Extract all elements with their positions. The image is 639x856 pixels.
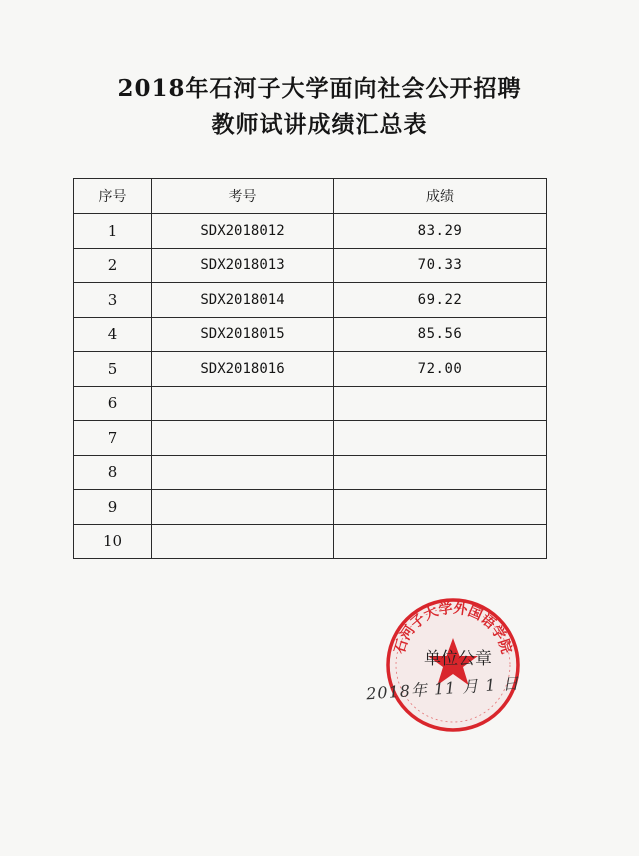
- table-row: [74, 317, 547, 352]
- header-exam-id: 考号: [152, 179, 334, 214]
- table-row: [74, 352, 547, 387]
- table-row: [74, 283, 547, 318]
- document-title-line2: 教师试讲成绩汇总表: [211, 111, 428, 138]
- row-exam-id: SDX2018014: [152, 283, 334, 318]
- row-exam-id: [152, 490, 334, 525]
- row-number: 6: [74, 386, 152, 421]
- row-number: 7: [74, 421, 152, 456]
- row-exam-id: SDX2018016: [152, 352, 334, 387]
- row-score: 70.33: [334, 248, 547, 283]
- row-number: 9: [74, 490, 152, 525]
- row-number: 5: [74, 352, 152, 387]
- row-score: [334, 386, 547, 421]
- row-number: 1: [74, 214, 152, 249]
- row-exam-id: [152, 455, 334, 490]
- row-score: 72.00: [334, 352, 547, 387]
- row-score: 85.56: [334, 317, 547, 352]
- table-row: [74, 524, 547, 559]
- seal-text: 石河子大学外国语学院: [391, 600, 515, 656]
- row-score: 83.29: [334, 214, 547, 249]
- row-number: 10: [74, 524, 152, 559]
- row-exam-id: [152, 524, 334, 559]
- row-number: 8: [74, 455, 152, 490]
- table-row: [74, 386, 547, 421]
- row-score: [334, 455, 547, 490]
- stamp-label: 单位公章: [424, 649, 492, 669]
- table-header-row: [74, 179, 547, 214]
- table-row: [74, 248, 547, 283]
- row-exam-id: [152, 386, 334, 421]
- row-score: [334, 421, 547, 456]
- table-row: [74, 421, 547, 456]
- table-row: [74, 490, 547, 525]
- row-score: 69.22: [334, 283, 547, 318]
- handwritten-date: 2018年 11 月 1 日: [365, 673, 521, 704]
- score-table: [73, 178, 547, 559]
- row-exam-id: SDX2018013: [152, 248, 334, 283]
- document-title-line1: 2018年石河子大学面向社会公开招聘: [117, 75, 522, 102]
- row-exam-id: SDX2018012: [152, 214, 334, 249]
- table-row: [74, 455, 547, 490]
- row-exam-id: SDX2018015: [152, 317, 334, 352]
- row-number: 4: [74, 317, 152, 352]
- row-score: [334, 524, 547, 559]
- header-score: 成绩: [334, 179, 547, 214]
- table-row: [74, 214, 547, 249]
- row-score: [334, 490, 547, 525]
- row-exam-id: [152, 421, 334, 456]
- row-number: 2: [74, 248, 152, 283]
- row-number: 3: [74, 283, 152, 318]
- header-number: 序号: [74, 179, 152, 214]
